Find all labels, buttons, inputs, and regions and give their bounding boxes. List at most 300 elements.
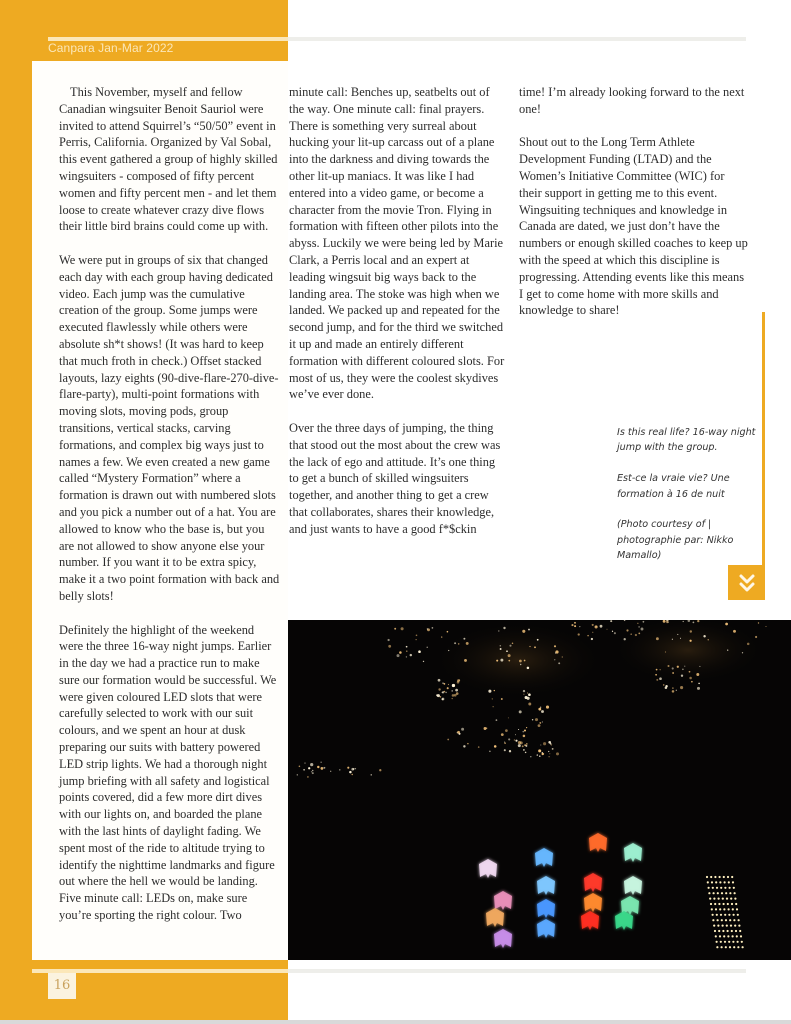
city-light [681,675,683,677]
city-light [520,741,523,744]
city-light [677,666,679,668]
city-light [467,743,469,745]
grid-light [724,941,726,943]
city-light [452,694,455,697]
caption-credit: (Photo courtesy of | photographie par: Nikko Mamallo) [617,519,734,562]
city-light [442,682,443,683]
city-light [612,631,613,632]
running-head: Canpara Jan-Mar 2022 [48,41,174,55]
grid-light [716,941,718,943]
paragraph: Shout out to the Long Term Athlete Development Funding (LTAD) and the Women’s Initiative Committee (WIC) for their support in getting me to this event. Wingsuiting techniques and knowledge in Canada are dated, we just don’t have the numbers or enough skilled coaches to keep up with the speed at which this discipline is progressing. Attending events like this means I get to come home with more skills and knowledge to share! [519,135,748,318]
city-light [574,625,576,627]
city-light [578,633,580,635]
city-light [672,667,674,669]
grid-light [720,914,722,916]
city-light [406,656,407,657]
caption-english: Is this real life? 16-way night jump with the group. [617,427,756,454]
city-light [697,620,699,622]
city-light [538,749,541,752]
city-light [500,645,502,647]
city-light [554,659,555,660]
city-light [506,650,508,652]
city-light [508,660,510,662]
grid-light [722,898,724,900]
city-light [758,622,759,623]
city-light [680,686,683,689]
city-light [626,629,628,631]
city-light [543,742,546,745]
grid-light [723,908,725,910]
city-light [454,642,456,644]
city-light [638,626,640,628]
city-light [387,639,389,641]
grid-light [723,903,725,905]
grid-light [737,914,739,916]
city-light [742,652,743,653]
grid-light [710,903,712,905]
city-light [432,627,434,629]
city-light [655,674,657,676]
grid-light [737,941,739,943]
grid-light [728,914,730,916]
city-light [427,628,429,630]
page-number: 16 [48,973,76,999]
city-light [447,739,449,741]
city-light [323,767,325,769]
city-light [528,703,531,706]
city-light [505,729,508,732]
grid-light [727,876,729,878]
city-light [488,690,491,693]
grid-light [729,892,731,894]
city-light [466,642,469,645]
city-light [297,774,298,775]
grid-light [727,903,729,905]
grid-light [713,892,715,894]
city-light [523,694,524,695]
city-light [534,646,536,648]
city-light [496,660,498,662]
city-light [591,638,593,640]
grid-light [721,919,723,921]
city-light [463,745,465,747]
city-light [540,744,541,745]
paragraph: Definitely the highlight of the weekend were the three 16-way night jumps. Earlier in the day we had a practice run to make sure our formation would be successful. We were given coloured LED slots that were carefully selected to work with our suit colours, and we spent an hour at dusk preparing our suits with battery powered LED strip lights. We had a thorough night jump briefing with all safety and logistical points covered, did a few more dirt dives with our lights on, and boarded the plane with the last hints of daylight fading. We spent most of the ride to altitude trying to identify the nighttime landmarks and figure out where the hell we would be landing. Five minute call: LEDs on, make sure you’re sporting the right colour. Two [59,622,277,923]
grid-light [727,935,729,937]
grid-light [729,919,731,921]
paragraph: We were put in groups of six that changed each day with each group having dedicated video. Each jump was the cumulative creation of the group. Some jumps were executed flawlessly while others were absolute sh*t shows! (It was hard to keep that much froth in check.) Offset stacked layouts, lazy eights (90-dive-flare-270-dive-flare-party), multi-point formations with moving slots, moving pods, group transitions, vertical stacks, carving formations, and complex big ways just to names a few. We even created a new game called “Mystery Formation” where a formation is drawn out with numbered slots and you pick a number out of a hat. You are allowed to know who the base is, but you are not allowed to show anyone else your number. If you want it to be extra spicy, make it a two point formation with back and belly slots! [59,252,280,603]
city-light [600,625,603,628]
article-column-3 [519,84,749,336]
grid-light [735,903,737,905]
city-light [457,681,460,684]
grid-light [723,876,725,878]
grid-light [728,908,730,910]
city-light [496,719,498,721]
grid-light [719,908,721,910]
grid-light [727,930,729,932]
city-light [532,719,533,720]
grid-light [718,898,720,900]
grid-light [708,887,710,889]
city-light [595,625,598,628]
grid-light [722,925,724,927]
grid-light [706,876,708,878]
city-light [493,706,494,707]
city-light [592,632,593,633]
city-light [526,743,528,745]
grid-light [725,946,727,948]
city-light [539,755,541,757]
city-light [509,645,511,647]
city-light [656,637,659,640]
city-light [541,710,544,713]
grid-light [725,919,727,921]
grid-light [728,881,730,883]
city-light [698,683,700,685]
grid-light [734,898,736,900]
city-light [347,767,349,769]
grid-light [719,935,721,937]
city-light [541,753,543,755]
city-light [614,632,616,634]
city-light [448,684,449,685]
city-light [663,620,666,623]
grid-light [732,941,734,943]
city-light [672,687,673,688]
grid-light [726,925,728,927]
city-light [682,669,684,671]
city-light [312,772,314,774]
city-light [463,638,465,640]
city-light [452,698,453,699]
city-light [523,690,525,692]
city-light [489,750,491,752]
grid-light [726,898,728,900]
city-light [676,690,677,691]
city-light [689,671,691,673]
city-light [672,690,675,693]
city-light [643,621,645,623]
caption-rule [762,312,765,568]
city-light [683,621,684,622]
city-light [592,624,594,626]
grid-light [716,946,718,948]
city-light [539,722,541,724]
city-light [509,750,511,752]
city-light [527,692,528,693]
grid-light [715,935,717,937]
grid-light [732,935,734,937]
grid-light [729,946,731,948]
city-light [504,749,506,751]
city-light [624,638,626,640]
city-light [394,628,396,630]
city-light [637,623,638,624]
grid-light [717,919,719,921]
grid-light [731,876,733,878]
grid-light [714,930,716,932]
grid-light [739,930,741,932]
city-light [519,660,522,663]
city-light [765,626,766,627]
city-light [371,774,372,775]
city-light [515,734,516,735]
city-light [353,768,355,770]
city-light [436,694,438,696]
paragraph: This November, myself and fellow Canadian wingsuiter Benoit Sauriol were invited to attend Squirrel’s “50/50” event in Perris, California. Organized by Val Sobal, this event gathered a group of highly skilled wingsuiters - composed of fifty percent women and fifty percent men - and let them loose to create whatever crazy dive flows their little bird brains could come up with. [59,85,278,234]
left-accent-bar [0,0,32,1024]
grid-light [720,941,722,943]
city-light [522,630,525,633]
city-light [308,767,310,769]
city-light [442,692,443,693]
paragraph: minute call: Benches up, seatbelts out of the way. One minute call: final prayers. There is something very surreal about hucking your lit-up carcass out of a plane into the darkness and diving towards the other lit-up maniacs. It was like I had entered into a video game, or become a character from the movie Tron. Flying in formation with fifteen other pilots into the abyss. Luckily we were being led by Marie Clark, a Perris local and an expert at leading wingsuit big ways back to the landing area. The stoke was high when we landed. We packed up and repeated for the second jump, and for the third we switched it up and made an entirely different formation with different coloured slots. For most of us, they were the coolest skydives we’ve ever done. [289,85,505,402]
city-light [478,746,480,748]
grid-light [712,887,714,889]
city-light [312,770,314,772]
city-light [500,659,503,662]
grid-light [735,930,737,932]
city-light [666,620,669,623]
grid-light [736,908,738,910]
grid-light [714,876,716,878]
grid-light [734,925,736,927]
grid-light [740,935,742,937]
grid-light [724,914,726,916]
grid-light [733,946,735,948]
city-light [500,648,502,650]
grid-light [724,881,726,883]
city-light [303,769,305,771]
grid-light [732,908,734,910]
city-light [494,690,495,691]
city-light [690,630,692,632]
night-formation-photo [288,620,791,960]
grid-light [713,925,715,927]
grid-light [733,919,735,921]
city-light [638,633,640,635]
city-light [508,717,509,718]
city-light [528,693,531,696]
city-light [457,731,460,734]
grid-light [721,892,723,894]
city-light [656,669,658,671]
city-light [529,646,530,647]
city-light [635,634,637,636]
city-light [555,652,556,653]
city-light [540,707,541,708]
city-light [693,622,695,624]
grid-light [738,919,740,921]
city-light [503,627,505,629]
city-light [522,731,524,733]
city-light [677,634,678,635]
city-light [579,626,580,627]
city-light [523,749,525,751]
city-light [672,639,673,640]
grid-light [733,914,735,916]
city-light [542,721,543,722]
city-light [537,754,538,755]
page-bottom-edge [0,1020,791,1024]
city-light [508,738,510,740]
city-light [522,745,524,747]
city-light [571,624,573,626]
city-light [562,656,563,657]
city-light [699,666,700,667]
grid-light [737,946,739,948]
city-light [665,651,666,652]
grid-light [715,908,717,910]
city-light [317,766,319,768]
city-light [665,685,667,687]
city-light [548,751,549,752]
city-light [558,662,560,664]
grid-light [742,946,744,948]
city-light [630,633,632,635]
city-light [304,763,305,764]
city-light [556,752,559,755]
grid-light [716,887,718,889]
city-light [530,756,531,757]
photo-caption [617,425,759,579]
city-light [447,631,449,633]
city-light [525,752,527,754]
city-light [554,645,556,647]
city-light [546,706,549,709]
grid-light [731,930,733,932]
city-light [498,630,499,631]
paragraph: Over the three days of jumping, the thing that stood out the most about the crew was the lack of ego and attitude. It’s one thing to get a bunch of skilled wingsuiters together, and another thing to get a crew that collaborates, shares their knowledge, and just wants to have a good f*$ckin [289,420,501,536]
city-light [518,744,521,747]
city-light [447,687,449,689]
city-light [514,739,515,740]
grid-light [718,930,720,932]
city-light [755,636,757,638]
grid-light [713,898,715,900]
grid-light [730,898,732,900]
city-light [680,638,681,639]
city-light [696,673,699,676]
city-light [458,643,460,645]
city-light [438,679,441,682]
city-light [542,752,543,753]
city-light [607,629,608,630]
city-light [501,733,504,736]
city-light [535,718,538,721]
city-light [689,640,691,642]
city-light [684,666,685,667]
double-chevron-down-icon [728,565,765,600]
city-light [464,659,467,662]
city-light [508,654,511,657]
city-light [442,698,444,700]
grid-light [720,887,722,889]
city-light [660,669,661,670]
city-light [727,649,728,650]
grid-light [710,876,712,878]
city-light [538,724,541,727]
city-light [689,677,692,680]
grid-light [731,903,733,905]
city-light [451,690,453,692]
grid-light [721,946,723,948]
city-light [663,684,665,686]
city-light [458,679,460,681]
grid-light [708,892,710,894]
city-light [461,728,464,731]
grid-light [718,903,720,905]
grid-light [717,892,719,894]
city-light [610,620,612,622]
caption-french: Est-ce la vraie vie? Une formation à 16 de nuit [617,473,730,500]
city-light [524,660,526,662]
city-light [311,771,312,772]
city-light [452,684,455,687]
city-light [494,745,497,748]
grid-light [724,887,726,889]
grid-light [712,914,714,916]
grid-light [715,881,717,883]
city-light [504,742,505,743]
city-light [388,645,391,648]
city-light [455,689,458,692]
city-light [427,647,428,648]
city-light [725,623,728,626]
city-light [310,763,313,766]
city-light [444,683,446,685]
city-light [552,748,554,750]
city-light [401,627,404,630]
city-light [486,728,487,729]
city-light [448,650,449,651]
city-light [399,651,402,654]
city-light [416,639,417,640]
city-light [527,697,530,700]
grid-light [723,935,725,937]
grid-light [722,930,724,932]
city-light [339,769,340,770]
city-light [691,681,693,683]
city-light [528,629,530,631]
city-light [397,654,400,657]
grid-light [712,919,714,921]
grid-light [711,881,713,883]
city-light [351,774,352,775]
paragraph: time! I’m already looking forward to the next one! [519,85,745,116]
city-light [538,708,541,711]
grid-light [716,914,718,916]
grid-light [734,892,736,894]
city-light [501,698,503,700]
grid-light [738,925,740,927]
city-light [299,766,301,768]
city-light [423,661,424,662]
city-light [520,664,521,665]
city-light [641,628,644,631]
grid-light [729,887,731,889]
photo-illustration [288,620,791,960]
grid-light [707,881,709,883]
grid-light [709,898,711,900]
grid-light [717,925,719,927]
city-light [410,654,412,656]
city-light [441,636,442,637]
city-light [708,639,709,640]
city-light [519,710,522,713]
city-light [672,672,674,674]
